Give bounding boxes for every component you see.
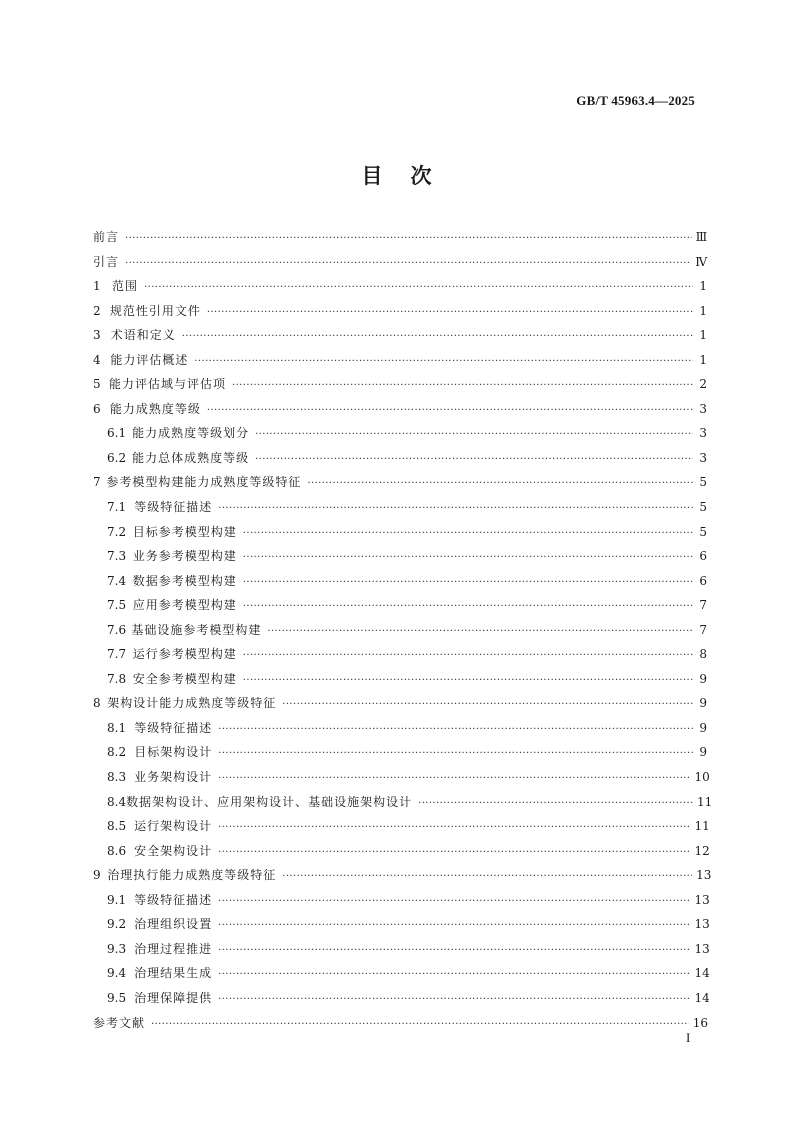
toc-entry[interactable] [93,446,707,471]
dot-leader [243,642,693,669]
toc-entry[interactable] [93,421,707,446]
toc-entry-number: 7.2 [107,524,127,539]
toc-entry-page: 3 [699,426,707,441]
toc-entry-label: 运行架构设计 [134,819,213,834]
toc-entry[interactable] [93,495,707,520]
toc-entry-number: 2 [93,303,101,318]
dot-leader [267,618,693,645]
toc-entry-page: 1 [699,352,707,367]
dot-leader [243,593,693,620]
toc-entry[interactable] [93,569,707,594]
toc-entry-number: 1 [93,279,101,294]
toc-entry-label: 引言 [93,254,120,269]
toc-entry[interactable] [93,323,707,348]
toc-entry[interactable] [93,716,707,741]
toc-entry-label: 治理保障提供 [134,990,213,1005]
dot-leader [182,323,693,350]
toc-entry-label: 目标参考模型构建 [132,524,237,539]
toc-entry[interactable] [93,691,707,716]
toc-entry-page: 8 [699,647,707,662]
toc-entry[interactable] [93,348,707,373]
toc-entry[interactable] [93,986,710,1011]
toc-entry-page: 5 [699,524,707,539]
toc-entry-page: 13 [696,868,712,883]
dot-leader [218,814,690,841]
toc-entry-number: 6 [93,401,101,416]
toc-entry-label: 术语和定义 [110,328,176,343]
toc-entry-number: 8.2 [107,745,127,760]
toc-entry-page: 1 [699,328,707,343]
toc-entry-label: 应用参考模型构建 [132,598,237,613]
toc-entry-number: 9.4 [107,966,127,981]
toc-entry-label: 目标架构设计 [134,745,213,760]
dot-leader [218,765,690,792]
toc-entry-number: 7.5 [107,598,127,613]
dot-leader [243,667,693,694]
toc-entry-number: 7.3 [107,549,127,564]
dot-leader [232,372,693,399]
toc-entry[interactable] [93,274,707,299]
toc-entry-number: 8.3 [107,770,127,785]
toc-entry-number: 7.6 [107,622,127,637]
toc-entry-number: 9 [93,868,101,883]
dot-leader [218,839,690,866]
toc-entry[interactable] [93,618,707,643]
toc-entry-label: 安全参考模型构建 [132,671,237,686]
dot-leader [218,716,693,743]
toc-entry[interactable] [93,888,710,913]
dot-leader [218,937,690,964]
toc-entry-page: 6 [699,573,707,588]
toc-entry[interactable] [93,839,710,864]
dot-leader [218,888,690,915]
dot-leader [194,348,693,375]
toc-entry-number: 7.7 [107,647,127,662]
toc-entry-page: 2 [699,377,707,392]
toc-entry[interactable] [93,1011,707,1036]
toc-entry-number: 6.2 [107,450,127,465]
dot-leader [243,520,693,547]
standard-code: GB/T 45963.4—2025 [576,93,695,108]
toc-entry-label: 治理过程推进 [134,941,213,956]
toc-entry-label: 治理执行能力成熟度等级特征 [107,868,277,883]
toc-entry-number: 7 [93,475,101,490]
toc-entry-number: 8 [93,696,101,711]
dot-leader [255,446,693,473]
toc-entry-label: 能力评估概述 [110,352,189,367]
dot-leader [151,1011,689,1038]
dot-leader [418,790,693,817]
toc-entry-label: 治理组织设置 [134,917,213,932]
toc-entry-page: 7 [699,598,707,613]
toc-entry[interactable] [93,470,707,495]
toc-entry-number: 3 [93,328,101,343]
dot-leader [125,225,692,252]
toc-entry[interactable] [93,814,710,839]
toc-entry-number: 9.1 [107,892,127,907]
toc-entry-page: 13 [694,892,710,907]
toc-entry-page: 12 [694,843,710,858]
toc-entry-page: 16 [692,1015,709,1030]
toc-entry[interactable] [93,397,707,422]
toc-entry[interactable] [93,667,707,692]
dot-leader [255,421,693,448]
toc-entry[interactable] [93,740,707,765]
toc-entry[interactable] [93,961,710,986]
dot-leader [218,912,690,939]
toc-entry-label: 参考模型构建能力成熟度等级特征 [106,475,302,490]
toc-entry[interactable] [93,642,707,667]
toc-entry-page: 5 [699,475,707,490]
toc-entry-label: 规范性引用文件 [109,303,201,318]
dot-leader [207,397,693,424]
toc-entry-label: 参考文献 [93,1015,146,1030]
toc-entry-label: 治理结果生成 [134,966,213,981]
toc-entry-label: 能力成熟度等级划分 [132,426,250,441]
toc-entry-page: 3 [699,450,707,465]
dot-leader [218,740,693,767]
toc-entry-page: 14 [694,966,710,981]
toc-entry[interactable] [93,765,710,790]
toc-entry[interactable] [93,299,707,324]
toc-entry[interactable] [93,372,707,397]
dot-leader [282,691,693,718]
toc-entry[interactable] [93,593,707,618]
toc-entry-page: 11 [694,819,710,834]
toc-entry[interactable] [93,520,707,545]
toc-entry-label: 等级特征描述 [134,720,213,735]
toc-entry-label: 范围 [112,279,139,294]
toc-entry-number: 9.3 [107,941,127,956]
toc-entry-label: 业务架构设计 [134,770,213,785]
dot-leader [144,274,693,301]
toc-entry-label: 安全架构设计 [134,843,213,858]
toc-entry-number: 6.1 [107,426,127,441]
toc-entry-label: 架构设计能力成熟度等级特征 [107,696,277,711]
dot-leader [243,544,693,571]
toc-entry-page: 1 [699,279,707,294]
toc-entry-number: 8.1 [107,720,127,735]
toc-entry-label: 前言 [93,230,120,244]
toc-entry-label: 运行参考模型构建 [132,647,237,662]
toc-entry-page: 14 [694,990,710,1005]
dot-leader [218,986,690,1013]
toc-entry-number: 9.5 [107,990,127,1005]
toc-entry-number: 5 [93,377,101,392]
toc-entry-label: 基础设施参考模型构建 [131,622,262,637]
dot-leader [125,250,691,277]
page-title: 目次 [361,164,460,188]
toc-entry-page: 9 [699,720,707,735]
toc-entry-number: 7.4 [107,573,127,588]
toc-entry-label: 能力总体成熟度等级 [132,450,250,465]
toc-entry-page: 5 [699,500,707,515]
toc-entry-label: 能力成熟度等级 [109,401,201,416]
toc-entry-label: 数据参考模型构建 [132,573,237,588]
toc-entry[interactable] [93,544,707,569]
table-of-contents [93,225,713,1035]
toc-entry-page: 9 [699,745,707,760]
toc-entry[interactable] [93,912,710,937]
toc-entry-number: 8.5 [107,819,127,834]
toc-entry-number: 7.1 [107,500,127,515]
toc-entry[interactable] [93,790,713,815]
toc-entry-page: 3 [699,401,707,416]
dot-leader [282,863,692,890]
toc-entry-number: 8.6 [107,843,127,858]
toc-entry-page: 6 [699,549,707,564]
toc-entry-page: 10 [694,770,710,785]
toc-entry-page: 11 [697,794,713,809]
toc-entry[interactable] [93,863,712,888]
toc-entry[interactable] [93,937,710,962]
toc-entry-number: 7.8 [107,671,127,686]
page-number: I [686,1030,691,1045]
toc-entry-page: 7 [699,622,707,637]
toc-entry-label: 等级特征描述 [134,892,213,907]
dot-leader [307,470,693,497]
toc-entry-page: 13 [694,917,710,932]
toc-entry-label: 数据架构设计、应用架构设计、基础设施架构设计 [126,794,413,809]
toc-entry-number: 4 [93,352,101,367]
toc-entry-page: 9 [699,671,707,686]
toc-entry[interactable] [93,250,707,275]
toc-entry-page: 9 [699,696,707,711]
toc-entry-number: 8.4 [107,794,127,809]
dot-leader [207,299,693,326]
toc-entry-page: 1 [699,303,707,318]
toc-entry-number: 9.2 [107,917,127,932]
toc-entry-page: Ⅳ [695,254,708,269]
dot-leader [243,569,693,596]
toc-entry[interactable] [93,225,707,250]
toc-entry-label: 业务参考模型构建 [132,549,237,564]
dot-leader [218,495,693,522]
toc-entry-page: 13 [694,941,710,956]
toc-entry-label: 能力评估域与评估项 [109,377,227,392]
toc-entry-page: Ⅲ [695,230,708,244]
dot-leader [218,961,690,988]
toc-entry-label: 等级特征描述 [134,500,213,515]
